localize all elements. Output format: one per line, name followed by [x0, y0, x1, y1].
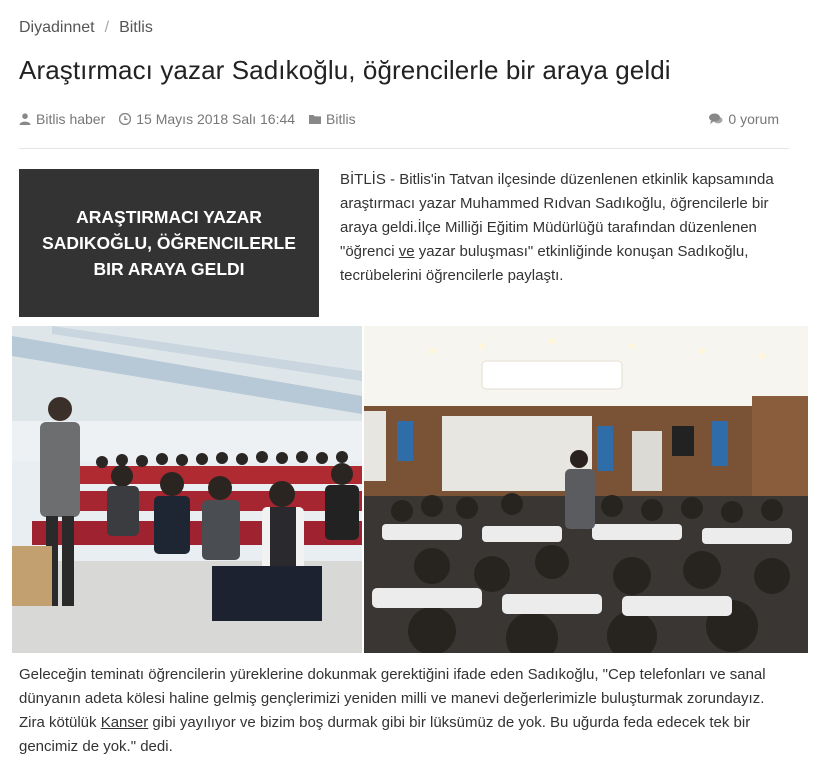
- hero-title-box: [19, 169, 319, 317]
- breadcrumb: [19, 19, 153, 37]
- breadcrumb-separator: /: [104, 19, 110, 36]
- lead-link[interactable]: ve: [398, 243, 415, 260]
- breadcrumb-category-link[interactable]: Bitlis: [119, 19, 153, 36]
- publish-date: 15 Mayıs 2018 Salı 16:44: [136, 111, 296, 127]
- category-meta[interactable]: [309, 111, 356, 127]
- article-title: Araştırmacı yazar Sadıkoğlu, öğrencilerle bir araya geldi: [19, 55, 671, 85]
- author-name: Bitlis haber: [36, 111, 106, 127]
- body-text-part2: gibi yayılıyor ve bizim boş durmak gibi bir lüksümüz de yok. Bu uğurda feda edecek tek bir gencimiz de yok." dedi.: [19, 714, 751, 755]
- category-name: Bitlis: [326, 111, 356, 127]
- lead-text-after: yazar buluşması" etkinliğinde konuşan Sadıkoğlu, tecrübelerini öğrencilerle paylaştı.: [340, 243, 749, 284]
- comments-icon: [709, 113, 723, 125]
- article-lead: [340, 168, 785, 288]
- article-meta: [19, 109, 789, 129]
- meta-divider: [19, 148, 789, 149]
- article-body: [19, 663, 794, 759]
- comments-meta[interactable]: [709, 111, 779, 127]
- hero-title: ARAŞTIRMACI YAZAR SADIKOĞLU, ÖĞRENCILERLE BIR ARAYA GELDI: [42, 207, 296, 279]
- date-meta: [119, 111, 295, 127]
- breadcrumb-home-link[interactable]: Diyadinnet: [19, 19, 95, 36]
- body-link-kanser[interactable]: Kanser: [100, 714, 149, 731]
- lead-text: - Bitlis'in Tatvan ilçesinde düzenlenen etkinlik kapsamında araştırmacı yazar Muhammed Rıdvan Sadıkoğlu, öğrencilerle bir araya geldi.İlçe Milliği Eğitim Müdürlüğü tarafından düzenlenen "öğrenci: [340, 171, 774, 260]
- author-meta[interactable]: [19, 111, 105, 127]
- lead-location: BİTLİS: [340, 171, 386, 188]
- article-photo: [12, 326, 808, 653]
- event-photo-illustration: [12, 326, 808, 653]
- comments-count: 0 yorum: [728, 111, 779, 127]
- clock-icon: [119, 113, 131, 125]
- folder-icon: [309, 113, 321, 125]
- body-text-part1: Geleceğin teminatı öğrencilerin yüreklerine dokunmak gerektiğini ifade eden Sadıkoğlu, "Cep telefonları ve sanal dünyanın adeta kölesi haline gelmiş gençlerimizi yeniden milli ve manevi değerlerimizle buluşturmak zorundayız. Zira kötülük: [19, 666, 766, 731]
- user-icon: [19, 113, 31, 125]
